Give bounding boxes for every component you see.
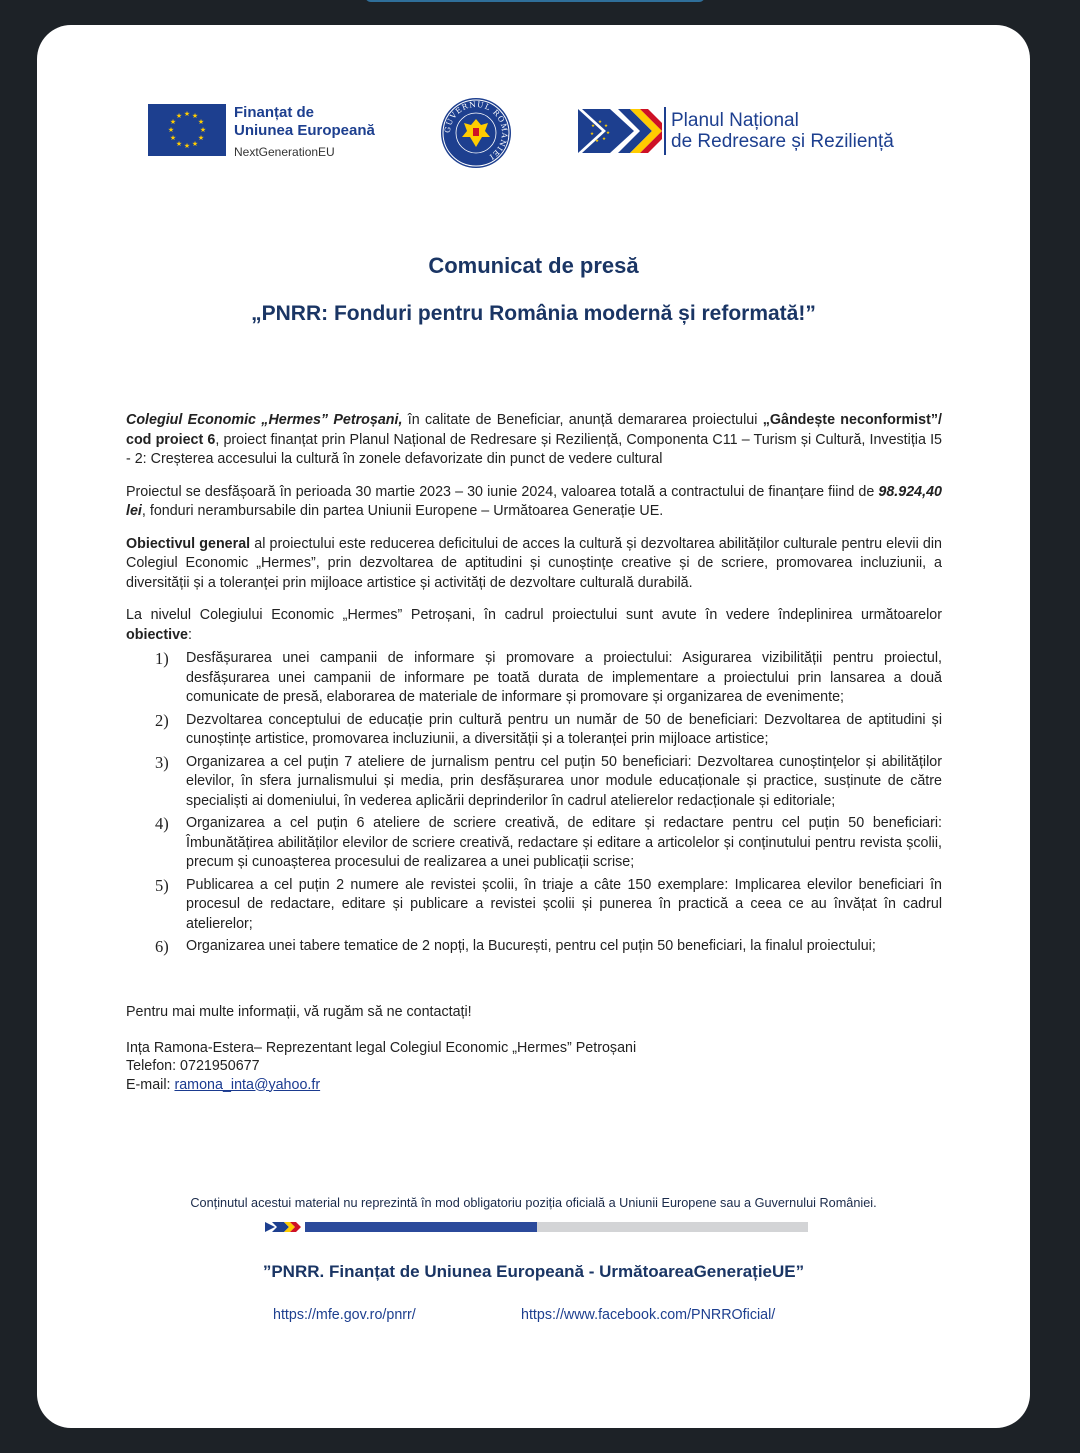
romanian-government-seal-icon <box>440 97 512 169</box>
press-release-document <box>37 25 1030 1428</box>
eu-flag-icon <box>148 104 226 156</box>
svg-text:★: ★ <box>199 126 207 134</box>
objective-text: Dezvoltarea conceptului de educație prin cultură pentru un număr de 50 de beneficiari: Dezvoltarea de aptitudini și cunoștințe artistice, promovarea incluziunii, a diversității și a toleranței prin mijloace artistice; <box>186 711 942 747</box>
intro-text-b: , proiect finanțat prin Planul Național de Redresare și Reziliență, Componenta C11 – Turism și Cultură, Investiția I5 - 2: Creșterea accesului la cultură în zonele defavorizate din punct de vedere cultural <box>126 431 942 467</box>
objective-number: 4) <box>155 814 169 833</box>
top-tab <box>365 0 705 2</box>
objective-item <box>126 937 942 957</box>
objective-number: 1) <box>155 649 169 668</box>
seal-text: GUVERNUL ROMÂNIEI <box>442 99 510 162</box>
svg-text:★: ★ <box>183 110 191 118</box>
svg-text:★: ★ <box>169 118 177 126</box>
eu-funding-logo <box>148 104 375 161</box>
school-name: Colegiul Economic „Hermes” Petroșani, <box>126 412 403 428</box>
body-text <box>126 411 942 960</box>
pnrr-logo <box>578 107 894 155</box>
mfe-link[interactable]: https://mfe.gov.ro/pnrr/ <box>273 1307 416 1323</box>
objective-item <box>126 753 942 812</box>
pnrr-separator <box>664 107 666 155</box>
svg-text:★: ★ <box>191 140 199 148</box>
page-title: Comunicat de presă <box>428 253 639 278</box>
contact-person: Ința Ramona-Estera– Reprezentant legal Colegiul Economic „Hermes” Petroșani <box>126 1039 637 1056</box>
project-name: „Gândește neconformist”/ cod proiect 6 <box>126 412 942 448</box>
email-label: E-mail: <box>126 1076 175 1093</box>
objectives-list <box>126 649 942 957</box>
svg-text:★: ★ <box>175 140 183 148</box>
paragraph-intro <box>126 411 942 470</box>
svg-text:★: ★ <box>605 131 611 136</box>
objective-text: Publicarea a cel puțin 2 numere ale revistei școlii, în triaje a câte 150 exemplare: Implicarea elevilor beneficiari în procesul de redactare, editare și publicare a revistei școlii și punerea în practică a ceea ce au învățat în cadrul atelierelor; <box>186 876 942 932</box>
eu-logo-line1: Finanțat de <box>234 104 315 121</box>
objective-text: Desfășurarea unei campanii de informare și promovare a proiectului: Asigurarea vizibilității pentru proiectul, desfășurarea unei campanii de informare pe toată durata de implementare a proiectului prin lansarea a două comunicate de presă, elaborarea de materiale de informare și promovare și organizarea de evenimente; <box>186 650 942 705</box>
eu-logo-line3: NextGenerationEU <box>234 145 335 159</box>
general-objective-text: al proiectului este reducerea deficitului de acces la cultură și dezvoltarea abilităților culturale pentru elevii din Colegiul Economic „Hermes”, prin dezvoltarea de aptitudini și cunoștințe creative și de scriere, promovarea incluziunii, a diversității și a toleranței prin mijloace artistice și activități de dezvoltare culturală durabilă. <box>126 535 942 591</box>
objective-number: 3) <box>155 752 169 772</box>
svg-text:★: ★ <box>197 118 205 126</box>
contact-email-line <box>126 1076 636 1095</box>
disclaimer: Conținutul acestui material nu reprezintă în mod obligatoriu poziția oficială a Uniunii Europene sau a Guvernului României. <box>190 1196 877 1210</box>
general-objective-label: Obiectivul general <box>126 535 251 552</box>
pnrr-logo-line1: Planul Național <box>671 110 799 131</box>
progress-fill <box>265 1222 537 1232</box>
svg-text:★: ★ <box>197 134 205 142</box>
footer-slogan: ”PNRR. Finanțat de Uniunea Europeană - UrmătoareaGenerațieUE” <box>262 1262 805 1281</box>
logo-header <box>37 25 1030 225</box>
contact-phone: Telefon: 0721950677 <box>126 1058 260 1074</box>
svg-text:★: ★ <box>191 112 199 120</box>
email-link[interactable]: ramona_inta@yahoo.fr <box>174 1076 321 1093</box>
contact-block <box>126 1003 636 1094</box>
contact-invite: Pentru mai multe informații, vă rugăm să ne contactați! <box>126 1004 472 1020</box>
objective-item <box>126 876 942 935</box>
progress-arrow-icon <box>265 1222 305 1232</box>
svg-text:★: ★ <box>167 126 175 134</box>
objective-number: 6) <box>155 937 169 956</box>
objective-text: Organizarea a cel puțin 7 ateliere de jurnalism pentru cel puțin 50 beneficiari: Dezvoltarea cunoștințelor și abilităților elevilor, în sfera jurnalismului și media, prin desfășurarea unor module educaționale și practice, susținute de către specialiști ai domeniului, în vederea aplicării deprinderilor în cadrul atelierelor redacționale și editoriale; <box>186 753 942 809</box>
svg-text:★: ★ <box>594 139 600 144</box>
objective-text: Organizarea unei tabere tematice de 2 nopți, la București, pentru cel puțin 50 beneficiari, la finalul proiectului; <box>186 938 876 954</box>
objective-item <box>126 814 942 873</box>
pnrr-arrow-flag-icon <box>578 107 662 155</box>
paragraph-general-objective <box>126 535 942 594</box>
svg-text:★: ★ <box>590 124 596 129</box>
objective-item <box>126 711 942 750</box>
period-text-a: Proiectul se desfășoară în perioada 30 martie 2023 – 30 iunie 2024, valoarea totală a contractului de finanțare fiind de <box>126 483 879 500</box>
contract-value: 98.924,40 lei <box>126 483 942 519</box>
svg-text:★: ★ <box>175 112 183 120</box>
objectives-colon: : <box>187 626 192 643</box>
objectives-intro-text: La nivelul Colegiului Economic „Hermes” Petroșani, în cadrul proiectului sunt avute în vedere îndeplinirea următoarelor <box>126 607 942 623</box>
paragraph-period <box>126 483 942 522</box>
svg-text:★: ★ <box>589 132 595 137</box>
eu-logo-line2: Uniunea Europeană <box>234 122 375 139</box>
svg-text:★: ★ <box>603 124 609 129</box>
svg-text:★: ★ <box>169 134 177 142</box>
objective-number: 5) <box>155 875 169 895</box>
objective-number: 2) <box>155 710 169 730</box>
facebook-link[interactable]: https://www.facebook.com/PNRROficial/ <box>521 1307 776 1323</box>
objective-item <box>126 649 942 708</box>
objective-text: Organizarea a cel puțin 6 ateliere de scriere creativă, de editare și redactare pentru cel puțin 50 beneficiari: Îmbunătățirea abilităților elevilor de scriere creativă, redactare și editare a articolelor și conținutului pentru revista școlii, precum și cunoașterea procesului de realizarea a unei publicații scrise; <box>186 815 942 870</box>
paragraph-objectives-intro <box>126 606 942 645</box>
period-text-b: , fonduri nerambursabile din partea Uniunii Europene – Următoarea Generație UE. <box>141 503 664 519</box>
objectives-label: obiective <box>126 626 188 643</box>
footer-progress-bar <box>265 1222 808 1232</box>
pnrr-logo-line2: de Redresare și Reziliență <box>671 131 894 152</box>
page-subtitle: „PNRR: Fonduri pentru România modernă și reformată!” <box>251 302 816 325</box>
svg-text:★: ★ <box>601 137 607 142</box>
svg-text:★: ★ <box>597 120 603 125</box>
svg-text:★: ★ <box>183 142 191 150</box>
intro-text-a: în calitate de Beneficiar, anunță demararea proiectului <box>402 412 763 428</box>
